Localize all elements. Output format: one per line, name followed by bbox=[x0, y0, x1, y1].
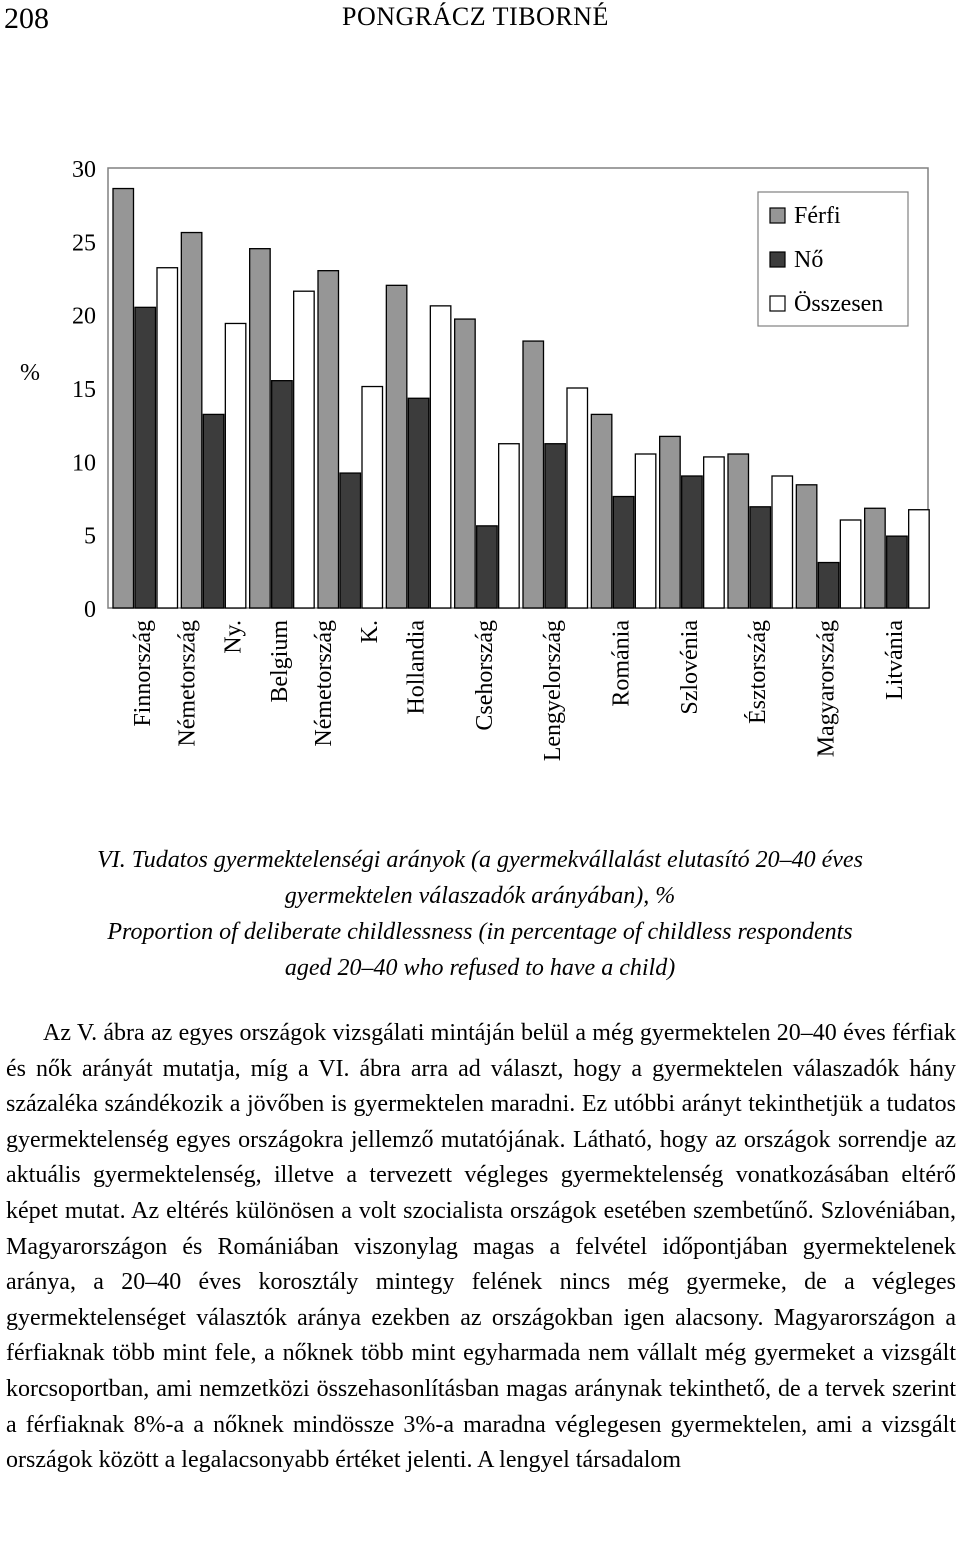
caption-line: VI. Tudatos gyermektelenségi arányok (a gyermekvállalást elutasító 20–40 éves bbox=[97, 847, 863, 873]
bar bbox=[135, 307, 156, 608]
legend-swatch bbox=[770, 208, 785, 223]
y-tick-label: 10 bbox=[72, 450, 96, 477]
y-tick-label: 15 bbox=[72, 377, 96, 403]
x-tick-label: Lengyelország bbox=[540, 620, 567, 762]
x-tick-label: Csehország bbox=[471, 620, 498, 731]
bar bbox=[545, 444, 566, 608]
legend-swatch bbox=[770, 252, 785, 267]
bar bbox=[225, 323, 246, 608]
figure-caption bbox=[0, 842, 960, 986]
bar bbox=[567, 388, 588, 608]
x-tick-label: Litvánia bbox=[881, 620, 908, 700]
bar bbox=[840, 520, 861, 608]
bar bbox=[591, 414, 612, 608]
bar bbox=[818, 563, 839, 608]
bar bbox=[455, 319, 476, 608]
page-header bbox=[0, 0, 960, 40]
y-tick-label: 0 bbox=[84, 597, 96, 623]
bar bbox=[613, 497, 634, 608]
y-tick-label: 30 bbox=[72, 157, 96, 183]
bar bbox=[318, 271, 339, 608]
bar bbox=[499, 444, 519, 608]
bar bbox=[660, 436, 681, 608]
bar bbox=[362, 387, 383, 608]
y-tick-label: 5 bbox=[84, 523, 96, 550]
bar bbox=[887, 536, 908, 608]
caption-line: gyermektelen válaszadók arányában), % bbox=[284, 883, 676, 909]
x-tick-label: Románia bbox=[608, 620, 635, 707]
bar bbox=[865, 508, 886, 608]
bar bbox=[386, 285, 407, 608]
bar bbox=[682, 476, 703, 608]
bar bbox=[523, 341, 544, 608]
bar bbox=[250, 249, 271, 608]
caption-line: Proportion of deliberate childlessness (in percentage of childless respondents bbox=[107, 919, 853, 945]
legend-label: Férfi bbox=[794, 203, 841, 229]
bar bbox=[157, 268, 178, 608]
y-tick-label: 20 bbox=[72, 303, 96, 330]
bar bbox=[909, 510, 930, 608]
bar bbox=[340, 473, 361, 608]
body-paragraph: Az V. ábra az egyes országok vizsgálati mintáján belül a még gyermektelen 20–40 éves férfiak és nők arányát mutatja, míg a VI. ábra arra ad választ, hogy a gyermektelen válaszadók hány százaléka szándékozik a jövőben is gyermektelen maradni. Ez utóbbi arányt tekinthetjük a tudatos gyermektelenség egyes országokra jellemző mutatójának. Látható, hogy az országok sorrendje az aktuális gyermektelenség, illetve a tervezett végleges gyermektelenség vonatkozásában eltérő képet mutat. Az eltérés különösen a volt szocialista országok esetében szembetűnő. Szlovéniában, Magyarországon és Romániában viszonylag magas a felvétel időpontjában gyermektelenek aránya, a 20–40 éves korosztály mintegy felének nincs még gyermeke, de a végleges gyermektelenséget választók aránya ezekben az országokban igen alacsony. Magyarországon a férfiaknak több mint fele, a nőknek több mint egyharmada nem vállalt még gyermeket a vizsgált korcsoportban, ami nemzetközi összehasonlításban magas aránynak tekinthető, de a tervek szerint a férfiaknak 8%-a a nőknek mindössze 3%-a maradna véglegesen gyermektelen, ami a vizsgált országok között a legalacsonyabb értéket jelenti. A lengyel társadalom bbox=[6, 1020, 956, 1474]
y-axis-label: % bbox=[20, 360, 40, 386]
bar bbox=[750, 507, 771, 608]
x-tick-label: Szlovénia bbox=[676, 620, 703, 715]
bar bbox=[181, 233, 202, 608]
bar bbox=[430, 306, 451, 608]
x-tick-label: Finnország bbox=[130, 620, 157, 727]
bar bbox=[477, 526, 498, 608]
legend-label: Nő bbox=[794, 247, 824, 273]
x-tick-label: Belgium bbox=[266, 620, 293, 703]
body-text bbox=[6, 1016, 956, 1479]
bar bbox=[728, 454, 749, 608]
caption-line: aged 20–40 who refused to have a child) bbox=[284, 955, 676, 981]
legend-label: Összesen bbox=[794, 291, 884, 317]
bar bbox=[772, 476, 793, 608]
page-number: 208 bbox=[4, 2, 49, 35]
bar bbox=[635, 454, 656, 608]
bar bbox=[704, 457, 725, 608]
bar bbox=[272, 381, 293, 608]
bar bbox=[796, 485, 817, 608]
legend-swatch bbox=[770, 296, 785, 311]
x-tick-label: K. bbox=[357, 620, 384, 644]
bar bbox=[294, 291, 315, 608]
running-title: PONGRÁCZ TIBORNÉ bbox=[342, 2, 609, 31]
x-tick-label: Hollandia bbox=[403, 620, 430, 715]
y-tick-label: 25 bbox=[72, 230, 96, 257]
x-tick-label: Észtország bbox=[745, 620, 772, 724]
bar-chart bbox=[0, 140, 960, 820]
bar bbox=[408, 398, 429, 608]
x-tick-label: Németország bbox=[174, 620, 201, 747]
bar bbox=[113, 189, 134, 608]
x-tick-label: Magyarország bbox=[813, 620, 840, 758]
x-tick-label: Ny. bbox=[220, 620, 247, 654]
x-tick-label: Németország bbox=[311, 620, 338, 747]
bar bbox=[203, 414, 224, 608]
